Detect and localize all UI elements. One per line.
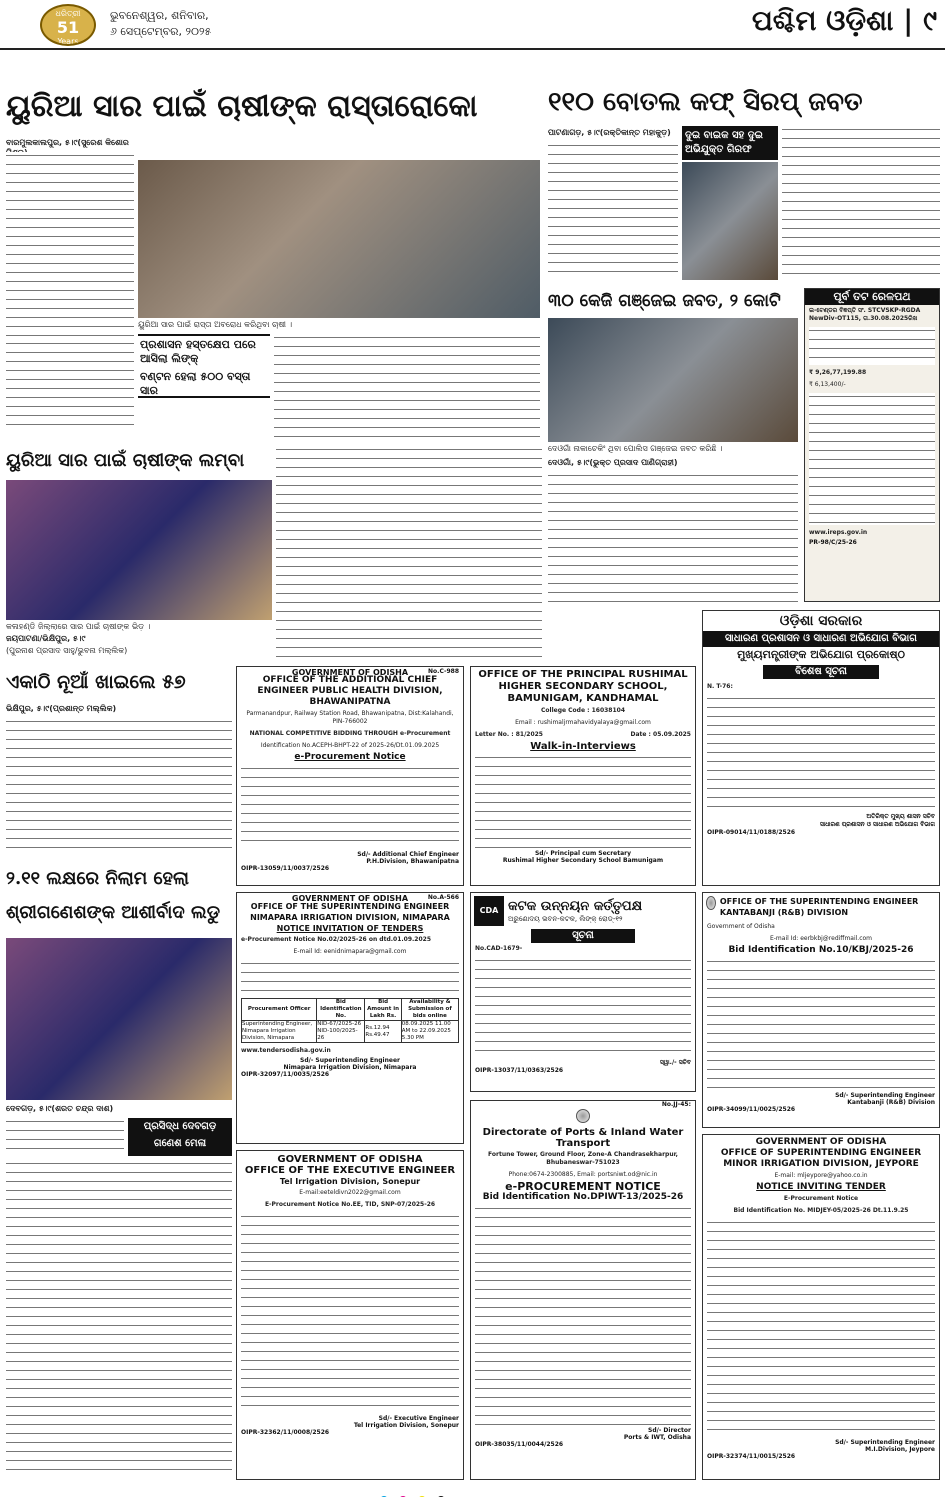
family-dateline: ଭିକ୍ଷିପୁର, ୫।୯(ପ୍ରଶାନ୍ତ ମଲ୍ଲିକ) <box>6 704 117 713</box>
pheo-ident: Identification No.ACEPH-BHPT-22 of 2025-26/Dt.01.09.2025 <box>260 742 440 749</box>
grievance-cell-notice <box>702 610 940 886</box>
govt-number: N. T-76: <box>707 683 733 690</box>
table-header: Bid Identification No. <box>317 999 365 1021</box>
syrup-headline: ୧୧୦ ବୋତଲ କଫ୍ ସିରପ୍ ଜବତ <box>548 87 863 117</box>
date-line-1: ଭୁବନେଶ୍ୱର, ଶନିବାର, <box>110 9 209 22</box>
nimapara-email: E-mail Id: eenidnimapara@gmail.com <box>293 948 407 955</box>
cyan-swatch <box>380 1496 388 1497</box>
cda-sign: ସ୍ୱା./- ସଚିବ <box>659 1059 691 1066</box>
minor-ident: Bid Identification No. MIDJEY-05/2025-26 Dt.11.9.25 <box>733 1207 909 1214</box>
govt-oipr: OIPR-09014/11/0188/2526 <box>707 829 796 836</box>
pheo-heading: e-Procurement Notice <box>294 752 406 762</box>
queue-credit: (ପୁରନାଶ ପ୍ରସାଦ ସାହୁ/ଭୁବନା ମଲ୍ଲିକ) <box>6 646 128 655</box>
school-title: OFFICE OF THE PRINCIPAL RUSHIMAL HIGHER SECONDARY SCHOOL, BAMUNIGAM, KANDHAMAL <box>478 669 688 704</box>
rb-ident: Bid Identification No.10/KBJ/2025-26 <box>728 945 914 955</box>
table-cell: NID-67/2025-26 <box>317 1021 362 1027</box>
ganja-caption: ଦେଓଗାଁ ନାକାଚେକିଂ ଥିବା ପୋଲିସ ଗଞ୍ଜେଇ ଜବତ କରିଛି । <box>548 444 723 453</box>
nimapara-office: OFFICE OF THE SUPERINTENDING ENGINEER NIMAPARA IRRIGATION DIVISION, NIMAPARA <box>250 902 450 922</box>
lead-quote-box <box>138 334 270 398</box>
rb-tender-ad <box>702 892 940 1128</box>
laddu-body-text <box>6 1118 124 1154</box>
masthead <box>0 0 945 50</box>
minor-irrigation-tender-ad <box>702 1134 940 1480</box>
nimapara-govt: GOVERNMENT OF ODISHA <box>291 894 409 903</box>
syrup-dateline: ପାଟଣାଗଡ଼, ୫।୯(ରକ୍ତିକାନ୍ତ ମହାକୁଡ଼) <box>548 128 671 137</box>
school-sign-2: Rushimal Higher Secondary School Bamunigam <box>502 857 664 864</box>
yellow-swatch <box>418 1496 426 1497</box>
nimapara-ident: e-Procurement Notice No.02/2025-26 on dtd.01.09.2025 <box>241 936 431 943</box>
laddu-tag-2: ଗଣେଶ ମେଳା <box>153 1138 207 1149</box>
tel-division: Tel Irrigation Division, Sonepur <box>279 1177 421 1186</box>
ports-notice: e-PROCUREMENT NOTICE <box>505 1180 661 1193</box>
minor-sign-2: M.I.Division, Jeypore <box>865 1446 935 1453</box>
queue-headline: ୟୁରିଆ ସାର ପାଇଁ ଚାଷୀଙ୍କ ଲମ୍ବା <box>6 450 245 471</box>
govt-body-text <box>707 695 935 811</box>
govt-cell: ମୁଖ୍ୟମନ୍ତ୍ରୀଙ୍କ ଅଭିଯୋଗ ପ୍ରକୋଷ୍ଠ <box>737 648 905 661</box>
rb-body-text <box>707 958 935 1090</box>
ports-address: Fortune Tower, Ground Floor, Zone-A Chandrasekharpur, Bhubaneswar-751023 <box>488 1151 678 1166</box>
tel-email: E-mail:eeteldivn2022@gmail.com <box>299 1189 401 1196</box>
nimapara-work-text <box>241 960 459 996</box>
family-body-text <box>6 718 232 854</box>
railway-tender-emd: ₹ 6,13,400/- <box>809 381 846 388</box>
queue-body-text <box>276 446 542 660</box>
railway-tender-title: ପୂର୍ବ ତଟ ରେଳପଥ <box>805 289 939 305</box>
dateline <box>110 8 370 40</box>
nimapara-tender-ad <box>236 892 464 1144</box>
school-letter-no: Letter No. : 81/2025 <box>475 731 543 738</box>
minor-body-text <box>707 1219 935 1437</box>
cda-number: No.CAD-1679- <box>475 945 523 952</box>
railway-tender-site[interactable]: www.ireps.gov.in <box>809 529 868 536</box>
pheo-address: Parmanandpur, Railway Station Road, Bhawanipatna, Dist:Kalahandi, PIN-766002 <box>246 710 454 725</box>
pheo-schedule-text <box>241 765 459 849</box>
tel-office: OFFICE OF THE EXECUTIVE ENGINEER <box>244 1165 456 1176</box>
cda-oipr: OIPR-13037/11/0363/2526 <box>475 1067 564 1074</box>
black-swatch <box>437 1496 445 1497</box>
lead-quote-1: ପ୍ରଶାସନ ହସ୍ତକ୍ଷେପ ପରେ ଆସିଲା ଲିଙ୍କ୍ <box>140 338 256 365</box>
table-cell: Superintending Engineer, Nimapara Irrigation Division, Nimapara <box>242 1021 317 1043</box>
ganja-headline: ୩୦ କେଜି ଗଞ୍ଜେଇ ଜବତ, ୨ କୋଟି <box>548 291 781 311</box>
ports-number: No.JJ-45: <box>661 1101 691 1108</box>
school-letter-row <box>471 729 695 741</box>
rb-oipr: OIPR-34099/11/0025/2526 <box>707 1106 796 1113</box>
ports-oipr: OIPR-38035/11/0044/2526 <box>475 1441 564 1448</box>
tel-sign: Sd/- Executive Engineer <box>378 1415 459 1422</box>
table-header-row <box>242 999 459 1021</box>
anniversary-badge <box>40 4 96 46</box>
odisha-seal-icon <box>706 896 716 910</box>
govt-title: ଓଡ଼ିଶା ସରକାର <box>779 613 863 629</box>
pheo-office: OFFICE OF THE ADDITIONAL CHIEF ENGINEER PUBLIC HEALTH DIVISION, BHAWANIPATNA <box>257 675 443 707</box>
minor-sub: E-Procurement Notice <box>783 1195 859 1202</box>
table-cell: NID-100/2025-26 <box>317 1028 358 1041</box>
govt-sign-2: ସାଧାରଣ ପ୍ରଶାସନ ଓ ସାଧାରଣ ଅଭିଯୋଗ ବିଭାଗ <box>819 821 935 828</box>
syrup-body-text <box>548 142 678 280</box>
nimapara-sign-2: Nimapara Irrigation Division, Nimapara <box>283 1064 417 1071</box>
cda-notice: ସୂଚନା <box>531 929 635 943</box>
badge-suffix: Years <box>57 37 79 46</box>
laddu-headline: ୨.୧୧ ଲକ୍ଷରେ ନିଲାମ ହେଲା ଶ୍ରୀଗଣେଶଙ୍କ ଆଶୀର୍ବାଦ ଲଡୁ <box>6 868 221 923</box>
cda-title: କଟକ ଉନ୍ନୟନ କର୍ତ୍ତୃପକ୍ଷ <box>508 898 643 914</box>
pheo-sign-2: P.H.Division, Bhawanipatna <box>366 858 459 865</box>
tel-tender-ad <box>236 1150 464 1480</box>
tel-govt: GOVERNMENT OF ODISHA <box>277 1154 423 1165</box>
ganja-dateline: ଦେଓଗାଁ, ୫।୯(ଭୁକ୍ତ ପ୍ରସାଦ ପାଣିଗ୍ରାହୀ) <box>548 458 678 467</box>
queue-caption: କଳାହଣ୍ଡି ଜିଲ୍ଲାରେ ସାର ପାଇଁ ଚାଷୀଙ୍କ ଭିଡ଼ । <box>6 622 151 631</box>
nimapara-bid-table <box>241 998 459 1043</box>
nimapara-oipr: OIPR-32097/11/0035/2526 <box>241 1071 330 1078</box>
rb-header <box>703 893 939 921</box>
laddu-tag-box <box>128 1118 232 1156</box>
railway-tender-text <box>809 327 935 365</box>
minor-sign: Sd/- Superintending Engineer <box>835 1439 935 1446</box>
lead-body-text-2 <box>6 340 134 428</box>
railway-tender-ad <box>804 288 940 602</box>
table-header: Availability & Submission of bids online <box>401 999 458 1021</box>
pheo-oipr: OIPR-13059/11/0037/2526 <box>241 865 330 872</box>
table-cell: Rs.49.47 <box>365 1031 390 1038</box>
lead-dateline: ବାରମୁଲକାଲପୁର, ୫।୯(ସୁରେଶ କିଶୋର <box>6 138 129 147</box>
badge-years: 51 <box>56 18 80 37</box>
pheo-sign: Sd/- Additional Chief Engineer <box>357 851 459 858</box>
govt-sign: ଅତିରିକ୍ତ ମୁଖ୍ୟ ଶାସନ ସଚିବ <box>866 813 935 820</box>
ganja-body-text <box>548 472 798 604</box>
pheo-govt: GOVERNMENT OF ODISHA <box>291 668 409 677</box>
rb-govt: Government of Odisha <box>707 923 775 930</box>
pheo-tender-ad <box>236 666 464 886</box>
rb-sign: Sd/- Superintending Engineer <box>835 1092 935 1099</box>
magenta-swatch <box>399 1496 407 1497</box>
rb-email: E-mail Id: eerbkbj@rediffmail.com <box>769 935 873 942</box>
school-interview-ad <box>470 666 696 886</box>
ports-sign-2: Ports & IWT, Odisha <box>623 1434 691 1441</box>
railway-tender-code: PR-98/C/25-26 <box>809 539 857 546</box>
syrup-body-text-2 <box>782 126 940 280</box>
syrup-accused-photo <box>682 162 778 280</box>
ports-title: Directorate of Ports & Inland Water Transport <box>482 1127 684 1149</box>
lead-body-text-3 <box>274 334 540 444</box>
table-header: Bid Amount in Lakh Rs. <box>365 999 401 1021</box>
cda-header <box>471 893 695 929</box>
nimapara-notice: NOTICE INVITATION OF TENDERS <box>276 924 424 933</box>
page-number: ୯ <box>923 4 937 37</box>
school-code: College Code : 16038104 <box>540 707 626 714</box>
ports-schedule-text <box>475 1205 691 1425</box>
ports-phone: Phone:0674-2300885, Email: portsniwt.od@nic.in <box>508 1171 658 1178</box>
table-cell: 08.09.2025 11.00 AM to 22.09.2025 5.30 PM <box>401 1021 458 1043</box>
nimapara-sign: Sd/- Superintending Engineer <box>300 1057 400 1064</box>
pheo-number: No.C-988 <box>428 668 459 675</box>
railway-tender-terms <box>809 393 935 525</box>
farmers-road-block-photo <box>138 160 540 318</box>
minor-notice: NOTICE INVITING TENDER <box>756 1182 886 1192</box>
school-email: Email : rushimaljrmahavidyalaya@gmail.com <box>515 719 651 726</box>
school-body-text <box>475 754 691 848</box>
cda-body-text <box>475 957 691 1057</box>
queue-dateline: ଜୟପାଟଣା/ଭିକ୍ଷିପୁର, ୫।୯ <box>6 634 86 643</box>
odisha-seal-icon <box>576 1109 590 1123</box>
govt-notice: ବିଶେଷ ସୂଚନା <box>763 665 879 679</box>
cda-notice-ad <box>470 892 696 1092</box>
ports-tender-ad <box>470 1100 696 1480</box>
tel-body-text <box>241 1213 459 1413</box>
pheo-notice: NATIONAL COMPETITIVE BIDDING THROUGH e-Procurement <box>249 730 451 737</box>
school-heading: Walk-in-Interviews <box>530 741 636 752</box>
table-cell: Rs.12.94 <box>365 1024 390 1031</box>
railway-tender-ref: ଇ-ଟେଣ୍ଡର ବିଜ୍ଞପ୍ତି ସଂ. STCVSKP-RGDA NewDiv-OT115, ତା.30.08.2025ରିଖ <box>809 307 921 322</box>
ports-sign: Sd/- Director <box>648 1427 691 1434</box>
color-registration-strip <box>380 1489 580 1497</box>
cda-address: ଅରୁଣୋଦୟ ଭବନ-କଟକ, ଲିଙ୍କ୍ ରୋଡ୍-୧୨ <box>508 914 623 923</box>
lead-headline: ୟୁରିଆ ସାର ପାଇଁ ଚାଷୀଙ୍କ ରାସ୍ତାରୋକୋ <box>6 89 478 124</box>
lead-body-text <box>6 152 134 338</box>
ganesh-laddu-photo <box>6 938 232 1100</box>
laddu-tag-1: ପ୍ରସିଦ୍ଧ ଦେବଗଡ଼ <box>143 1121 217 1132</box>
minor-govt: GOVERNMENT OF ODISHA <box>755 1137 887 1147</box>
tel-oipr: OIPR-32362/11/0008/2526 <box>241 1429 330 1436</box>
cda-logo: CDA <box>474 896 504 926</box>
badge-word: ଧରିତ୍ରୀ <box>55 9 81 18</box>
nimapara-number: No.A-566 <box>427 894 459 901</box>
school-date: Date : 05.09.2025 <box>630 731 691 738</box>
tel-ident: E-Procurement Notice No.EE, TID, SNP-07/2025-26 <box>264 1201 436 1208</box>
ganja-seizure-photo <box>548 318 798 442</box>
table-header: Procurement Officer <box>242 999 317 1021</box>
section-title: ପଶ୍ଚିମ ଓଡ଼ିଶା | ୯ <box>751 4 937 37</box>
table-row <box>242 1021 459 1043</box>
tel-sign-2: Tel Irrigation Division, Sonepur <box>353 1422 459 1429</box>
laddu-body-text-2 <box>6 1160 232 1476</box>
lead-quote-2: ବଣ୍ଟନ ହେଲା ୫୦୦ ବସ୍ତା ସାର <box>140 370 251 397</box>
family-headline: ଏକାଠି ନୂଆଁ ଖାଇଲେ ୫୭ <box>6 671 186 693</box>
school-sign: Sd/- Principal cum Secretary <box>534 850 632 857</box>
syrup-arrest-tag: ଦୁଇ ବାଇକ ସହ ଦୁଇ ଅଭିଯୁକ୍ତ ଗିରଫ <box>682 126 778 160</box>
date-line-2: ୬ ସେପ୍ଟେମ୍ବର, ୨୦୨୫ <box>110 25 212 38</box>
minor-office: OFFICE OF SUPERINTENDING ENGINEER MINOR IRRIGATION DIVISION, JEYPORE <box>720 1148 922 1169</box>
rb-title: OFFICE OF THE SUPERINTENDING ENGINEER KANTABANJI (R&B) DIVISION <box>719 897 919 917</box>
nimapara-site[interactable]: www.tendersodisha.gov.in <box>241 1047 331 1054</box>
minor-oipr: OIPR-32374/11/0015/2526 <box>707 1453 796 1460</box>
section-name: ପଶ୍ଚିମ ଓଡ଼ିଶା <box>751 4 894 37</box>
lead-photo-caption: ୟୁରିଆ ସାର ପାଇଁ ରାସ୍ତା ଅବରୋଧ କରିଥିବା ଚାଷୀ । <box>138 320 293 329</box>
minor-email: E-mail: mljeypore@yahoo.co.in <box>774 1172 868 1179</box>
govt-dept: ସାଧାରଣ ପ୍ରଶାସନ ଓ ସାଧାରଣ ଅଭିଯୋଗ ବିଭାଗ <box>703 631 939 647</box>
farmers-queue-photo <box>6 480 272 620</box>
rb-sign-2: Kantabanji (R&B) Division <box>847 1099 935 1106</box>
ports-ident: Bid Identification No.DPIWT-13/2025-26 <box>482 1192 684 1202</box>
railway-tender-value: ₹ 9,26,77,199.88 <box>809 369 867 376</box>
laddu-dateline: ଦେବଗଡ଼, ୫।୯(ଶରତ ଚନ୍ଦ୍ର ଦାଶ) <box>6 1104 114 1113</box>
